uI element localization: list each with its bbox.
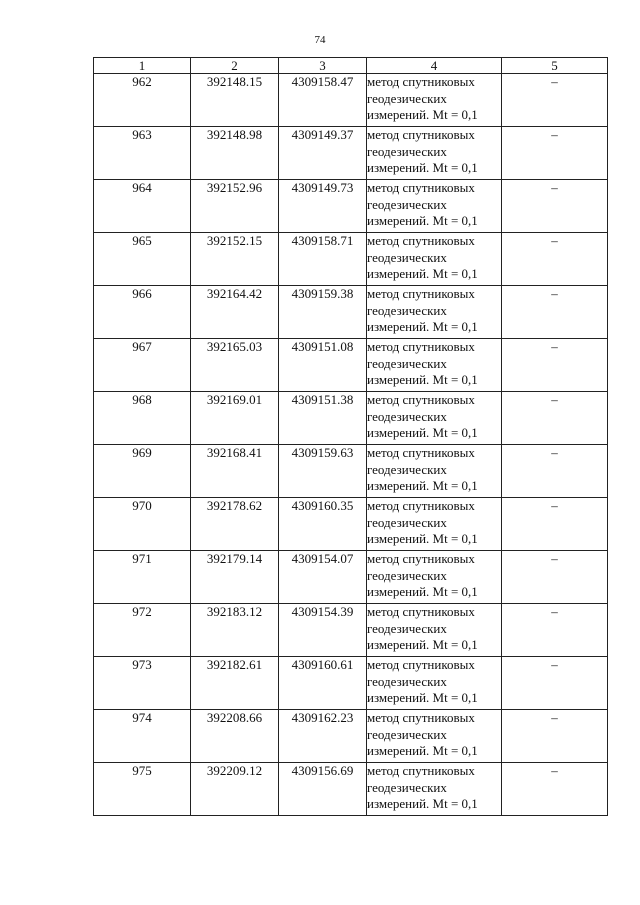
point-number-cell: 968 bbox=[94, 392, 191, 445]
error-cell: – bbox=[502, 180, 608, 233]
table-row bbox=[94, 339, 608, 392]
point-number-cell: 973 bbox=[94, 657, 191, 710]
x-coordinate-cell: 392148.15 bbox=[191, 74, 279, 127]
method-cell bbox=[367, 286, 502, 339]
method-line: метод спутниковых bbox=[367, 657, 475, 672]
method-line: измерений. Mt = 0,1 bbox=[367, 372, 478, 387]
method-cell bbox=[367, 710, 502, 763]
method-line: измерений. Mt = 0,1 bbox=[367, 690, 478, 705]
method-line: метод спутниковых bbox=[367, 339, 475, 354]
y-coordinate-cell: 4309160.35 bbox=[279, 498, 367, 551]
method-line: геодезических bbox=[367, 726, 447, 742]
error-cell: – bbox=[502, 710, 608, 763]
error-cell: – bbox=[502, 445, 608, 498]
y-coordinate-cell: 4309160.61 bbox=[279, 657, 367, 710]
table-row bbox=[94, 498, 608, 551]
point-number-cell: 967 bbox=[94, 339, 191, 392]
method-line: геодезических bbox=[367, 408, 447, 424]
method-line: метод спутниковых bbox=[367, 180, 475, 195]
method-cell bbox=[367, 233, 502, 286]
table-row bbox=[94, 551, 608, 604]
y-coordinate-cell: 4309151.38 bbox=[279, 392, 367, 445]
y-coordinate-cell: 4309158.47 bbox=[279, 74, 367, 127]
x-coordinate-cell: 392165.03 bbox=[191, 339, 279, 392]
method-line: метод спутниковых bbox=[367, 498, 475, 513]
y-coordinate-cell: 4309158.71 bbox=[279, 233, 367, 286]
method-line: измерений. Mt = 0,1 bbox=[367, 584, 478, 599]
method-line: геодезических bbox=[367, 249, 447, 265]
method-line: измерений. Mt = 0,1 bbox=[367, 160, 478, 175]
y-coordinate-cell: 4309159.63 bbox=[279, 445, 367, 498]
table-row bbox=[94, 604, 608, 657]
x-coordinate-cell: 392169.01 bbox=[191, 392, 279, 445]
column-header-3: 3 bbox=[279, 58, 367, 74]
point-number-cell: 963 bbox=[94, 127, 191, 180]
y-coordinate-cell: 4309149.37 bbox=[279, 127, 367, 180]
point-number-cell: 971 bbox=[94, 551, 191, 604]
method-line: измерений. Mt = 0,1 bbox=[367, 743, 478, 758]
x-coordinate-cell: 392168.41 bbox=[191, 445, 279, 498]
method-line: измерений. Mt = 0,1 bbox=[367, 637, 478, 652]
method-line: метод спутниковых bbox=[367, 392, 475, 407]
x-coordinate-cell: 392152.15 bbox=[191, 233, 279, 286]
point-number-cell: 974 bbox=[94, 710, 191, 763]
x-coordinate-cell: 392182.61 bbox=[191, 657, 279, 710]
column-header-2: 2 bbox=[191, 58, 279, 74]
error-cell: – bbox=[502, 286, 608, 339]
method-line: измерений. Mt = 0,1 bbox=[367, 213, 478, 228]
error-cell: – bbox=[502, 74, 608, 127]
method-line: геодезических bbox=[367, 90, 447, 106]
table-row bbox=[94, 445, 608, 498]
method-line: метод спутниковых bbox=[367, 445, 475, 460]
y-coordinate-cell: 4309162.23 bbox=[279, 710, 367, 763]
method-line: метод спутниковых bbox=[367, 233, 475, 248]
error-cell: – bbox=[502, 604, 608, 657]
method-line: геодезических bbox=[367, 196, 447, 212]
point-number-cell: 970 bbox=[94, 498, 191, 551]
x-coordinate-cell: 392164.42 bbox=[191, 286, 279, 339]
table-row bbox=[94, 127, 608, 180]
x-coordinate-cell: 392183.12 bbox=[191, 604, 279, 657]
table-body bbox=[94, 74, 608, 816]
method-cell bbox=[367, 127, 502, 180]
method-line: геодезических bbox=[367, 355, 447, 371]
point-number-cell: 972 bbox=[94, 604, 191, 657]
method-cell bbox=[367, 657, 502, 710]
coordinates-table bbox=[93, 57, 608, 816]
table-row bbox=[94, 74, 608, 127]
y-coordinate-cell: 4309156.69 bbox=[279, 763, 367, 816]
method-line: геодезических bbox=[367, 461, 447, 477]
table-row bbox=[94, 180, 608, 233]
x-coordinate-cell: 392208.66 bbox=[191, 710, 279, 763]
table-row bbox=[94, 286, 608, 339]
method-cell bbox=[367, 392, 502, 445]
point-number-cell: 975 bbox=[94, 763, 191, 816]
method-line: геодезических bbox=[367, 514, 447, 530]
method-line: геодезических bbox=[367, 143, 447, 159]
method-line: измерений. Mt = 0,1 bbox=[367, 478, 478, 493]
method-line: метод спутниковых bbox=[367, 551, 475, 566]
error-cell: – bbox=[502, 339, 608, 392]
method-line: метод спутниковых bbox=[367, 74, 475, 89]
method-line: измерений. Mt = 0,1 bbox=[367, 796, 478, 811]
method-line: метод спутниковых bbox=[367, 286, 475, 301]
table-header-row bbox=[94, 58, 608, 74]
y-coordinate-cell: 4309151.08 bbox=[279, 339, 367, 392]
x-coordinate-cell: 392178.62 bbox=[191, 498, 279, 551]
error-cell: – bbox=[502, 498, 608, 551]
method-line: метод спутниковых bbox=[367, 710, 475, 725]
error-cell: – bbox=[502, 657, 608, 710]
x-coordinate-cell: 392209.12 bbox=[191, 763, 279, 816]
table-row bbox=[94, 710, 608, 763]
method-cell bbox=[367, 445, 502, 498]
point-number-cell: 965 bbox=[94, 233, 191, 286]
method-line: измерений. Mt = 0,1 bbox=[367, 107, 478, 122]
method-line: метод спутниковых bbox=[367, 763, 475, 778]
point-number-cell: 964 bbox=[94, 180, 191, 233]
method-line: геодезических bbox=[367, 673, 447, 689]
method-line: метод спутниковых bbox=[367, 604, 475, 619]
method-line: геодезических bbox=[367, 620, 447, 636]
method-line: геодезических bbox=[367, 567, 447, 583]
table-row bbox=[94, 233, 608, 286]
method-cell bbox=[367, 498, 502, 551]
y-coordinate-cell: 4309159.38 bbox=[279, 286, 367, 339]
method-line: измерений. Mt = 0,1 bbox=[367, 319, 478, 334]
method-line: метод спутниковых bbox=[367, 127, 475, 142]
error-cell: – bbox=[502, 392, 608, 445]
method-cell bbox=[367, 551, 502, 604]
method-line: геодезических bbox=[367, 302, 447, 318]
point-number-cell: 969 bbox=[94, 445, 191, 498]
method-line: измерений. Mt = 0,1 bbox=[367, 425, 478, 440]
y-coordinate-cell: 4309149.73 bbox=[279, 180, 367, 233]
method-line: геодезических bbox=[367, 779, 447, 795]
x-coordinate-cell: 392148.98 bbox=[191, 127, 279, 180]
y-coordinate-cell: 4309154.39 bbox=[279, 604, 367, 657]
method-cell bbox=[367, 604, 502, 657]
column-header-5: 5 bbox=[502, 58, 608, 74]
table-row bbox=[94, 657, 608, 710]
column-header-1: 1 bbox=[94, 58, 191, 74]
error-cell: – bbox=[502, 233, 608, 286]
page-number: 74 bbox=[314, 34, 326, 46]
method-cell bbox=[367, 339, 502, 392]
method-line: измерений. Mt = 0,1 bbox=[367, 531, 478, 546]
method-cell bbox=[367, 74, 502, 127]
point-number-cell: 966 bbox=[94, 286, 191, 339]
method-cell bbox=[367, 763, 502, 816]
column-header-4: 4 bbox=[367, 58, 502, 74]
error-cell: – bbox=[502, 127, 608, 180]
x-coordinate-cell: 392179.14 bbox=[191, 551, 279, 604]
error-cell: – bbox=[502, 551, 608, 604]
y-coordinate-cell: 4309154.07 bbox=[279, 551, 367, 604]
method-line: измерений. Mt = 0,1 bbox=[367, 266, 478, 281]
error-cell: – bbox=[502, 763, 608, 816]
table-row bbox=[94, 763, 608, 816]
point-number-cell: 962 bbox=[94, 74, 191, 127]
method-cell bbox=[367, 180, 502, 233]
table-row bbox=[94, 392, 608, 445]
x-coordinate-cell: 392152.96 bbox=[191, 180, 279, 233]
